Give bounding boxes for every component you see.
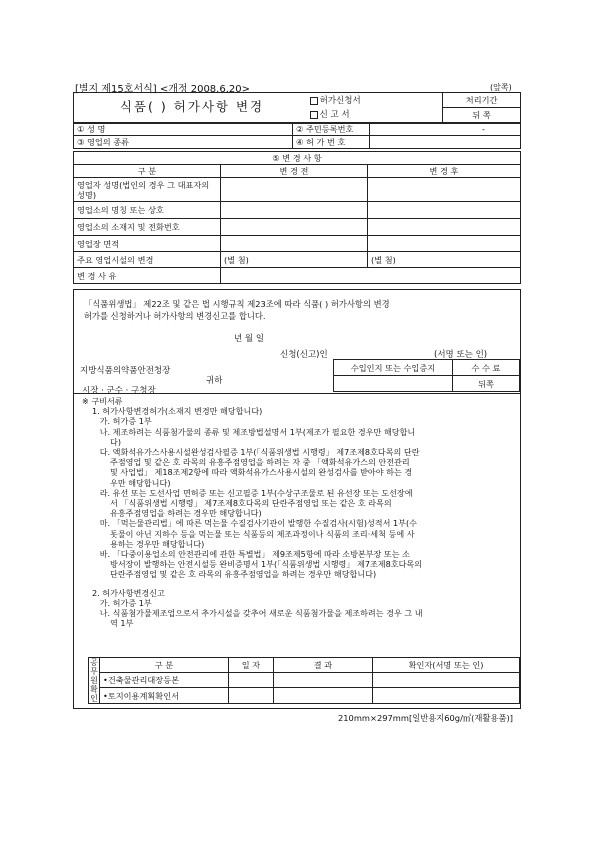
verify-col-result: 결 과 [274, 658, 373, 673]
permit-no-field[interactable] [370, 136, 521, 149]
required-doc-line: 유흥주점영업을 하려는 경우만 해당합니다) [92, 508, 262, 519]
verify-row-1: •건축물관리대장등본 [100, 672, 229, 688]
required-doc-line: 용하는 경우만 해당합니다) [92, 538, 205, 549]
checkbox-icon[interactable] [310, 97, 318, 105]
after-field[interactable]: (별 첨) [368, 252, 521, 268]
row-label: 영업자 성명(법인의 경우 그 대표자의 성명) [74, 178, 221, 202]
verify-result-field[interactable] [274, 672, 373, 688]
required-doc-line: 바. 「다중이용업소의 안전관리에 관한 특별법」 제9조제5항에 따라 소방본부장 또는 소 [92, 549, 410, 560]
after-field[interactable] [368, 202, 521, 219]
required-doc-line: 주점영업 및 같은 호 라목의 유흥주점영업을 하려는 자 중 「액화석유가스의 안전관리 [92, 457, 410, 468]
title-cell [74, 93, 443, 124]
required-doc-line: 다. 액화석유가스사용시설완성검사필증 1부(「식품위생법 시행령」 제7조제8호다목의 단란 [92, 447, 420, 458]
col-item: 구 분 [74, 165, 221, 178]
fee-value: 뒤쪽 [453, 376, 520, 392]
biz-type-field[interactable]: ③ 영업의 종류 [74, 136, 293, 149]
after-field[interactable] [368, 219, 521, 236]
required-doc-line: 다) [92, 436, 121, 447]
fee-table [333, 359, 520, 392]
official-check-label: 공 무 원 확 인 [90, 658, 98, 703]
required-doc-line: 가. 허가증 1부 [92, 416, 152, 427]
required-docs-heading: ※ 구비서류 [82, 396, 123, 406]
required-doc-line: 나. 식품첨가물제조업으로서 추가시설을 갖추어 새로운 식품첨가물을 제조하려는 경우 그 내 [92, 608, 423, 619]
option-permit[interactable]: 허가신청서 [310, 96, 361, 106]
before-field[interactable] [221, 219, 368, 236]
required-doc-line: 우만 해당합니다) [92, 477, 171, 488]
declaration-text-2: 허가를 신청하거나 허가사항의 변경신고를 합니다. [84, 311, 266, 321]
before-field[interactable] [221, 202, 368, 219]
permit-no-label: ④ 허 가 번 호 [293, 136, 370, 149]
required-doc-line: 가. 허가증 1부 [92, 597, 152, 608]
stamp-field[interactable] [334, 376, 453, 392]
required-doc-line: 마. 「먹는물관리법」에 따른 먹는물 수질검사기관이 발행한 수질검사(시험)성적서 1부(수 [92, 518, 417, 529]
verify-checker-field[interactable] [373, 688, 520, 704]
before-field[interactable]: (별 첨) [221, 252, 368, 268]
stamp-label: 수입인지 또는 수입증지 [334, 360, 453, 376]
col-before: 변 경 전 [221, 165, 368, 178]
verify-col-date: 일 자 [229, 658, 274, 673]
page-side: (앞쪽) [490, 83, 512, 92]
name-field[interactable]: ① 성 명 [74, 123, 293, 136]
verify-table [88, 657, 520, 704]
required-doc-line [92, 580, 520, 588]
recipient-suffix: 귀하 [206, 376, 223, 386]
required-doc-line: 돗물이 아닌 지하수 등을 먹는물 또는 식품등의 제조과정이나 식품의 조리·세척 등에 사 [92, 528, 415, 539]
verify-col-checker: 확인자(서명 또는 인) [373, 658, 520, 673]
required-doc-line: 단란주점영업 및 같은 호 라목의 유흥주점영업을 하려는 경우만 해당합니다) [92, 569, 377, 580]
applicant-label: 신청(신고)인 [280, 350, 328, 360]
changes-table [73, 151, 521, 284]
required-docs-list [82, 406, 520, 628]
required-doc-line: 나. 제조하려는 식품첨가물의 종류 및 제조방법설명서 1부(제조가 필요한 경우만 해당합니 [92, 426, 416, 437]
checkbox-icon[interactable] [310, 111, 318, 119]
header-table [73, 92, 521, 124]
required-doc-line: 1. 허가사항변경허가(소재지 변경만 해당합니다) [92, 406, 263, 417]
row-label: 주요 영업시설의 변경 [74, 252, 221, 268]
row-label: 영업소의 명칭 또는 상호 [74, 202, 221, 219]
verify-checker-field[interactable] [373, 672, 520, 688]
sign-label: (서명 또는 인) [434, 350, 488, 360]
after-field[interactable] [368, 236, 521, 252]
before-field[interactable] [221, 236, 368, 252]
after-field[interactable] [368, 178, 521, 202]
form-number: [별지 제15호서식] <개정 2008.6.20> [75, 84, 250, 95]
recipient-1: 지방식품의약품안전청장 [80, 366, 171, 376]
before-field[interactable] [221, 178, 368, 202]
date-line: 년 월 일 [234, 334, 265, 344]
verify-date-field[interactable] [229, 672, 274, 688]
option-report[interactable]: 신 고 서 [310, 110, 350, 120]
period-value: 뒤 쪽 [472, 110, 491, 120]
fee-label: 수 수 료 [453, 360, 520, 376]
applicant-table [73, 122, 521, 149]
reason-field[interactable] [221, 268, 521, 284]
changes-section-title: ⑤ 변 경 사 항 [74, 152, 521, 165]
paper-spec: 210mm×297mm[일반용지60g/㎡(재활용품)] [338, 713, 513, 723]
declaration-box [73, 289, 521, 366]
required-doc-line: 역 1부 [92, 618, 134, 629]
period-label: 처리기간 [443, 94, 520, 108]
verify-col-item: 구 분 [100, 658, 229, 673]
recipient-2: 시장 · 군수 · 구청장 [82, 386, 156, 396]
verify-result-field[interactable] [274, 688, 373, 704]
required-doc-line: 2. 허가사항변경신고 [92, 587, 165, 598]
declaration-text-1: 「식품위생법」 제22조 및 같은 법 시행규칙 제23조에 따라 식품( ) 허가사항의 변경 [84, 299, 390, 309]
row-label: 변 경 사 유 [74, 268, 221, 284]
required-doc-line: 서 「식품위생법 시행령」 제7조제8호다목의 단란주점영업 또는 같은 호 라목의 [92, 498, 392, 509]
row-label: 영업장 면적 [74, 236, 221, 252]
required-doc-line: 및 사업법」 제18조제2항에 따라 액화석유가스사용시설의 완성검사를 받아야 하는 경 [92, 467, 413, 478]
required-doc-line: 라. 유선 또는 도선사업 면허증 또는 신고필증 1부(수상구조물로 된 유선장 또는 도선장에 [92, 487, 413, 498]
rrn-field[interactable]: - [370, 123, 521, 136]
period-cell [443, 93, 521, 124]
rrn-label: ② 주민등록번호 [293, 123, 370, 136]
required-doc-line: 방서장이 발행하는 안전시설등 완비증명서 1부(「식품위생법 시행령」 제7조제8호다목의 [92, 559, 423, 570]
form-title: 식품( ) 허가사항 변경 [119, 98, 265, 114]
col-after: 변 경 후 [368, 165, 521, 178]
verify-date-field[interactable] [229, 688, 274, 704]
row-label: 영업소의 소재지 및 전화번호 [74, 219, 221, 236]
verify-row-2: •토지이용계획확인서 [100, 688, 229, 704]
